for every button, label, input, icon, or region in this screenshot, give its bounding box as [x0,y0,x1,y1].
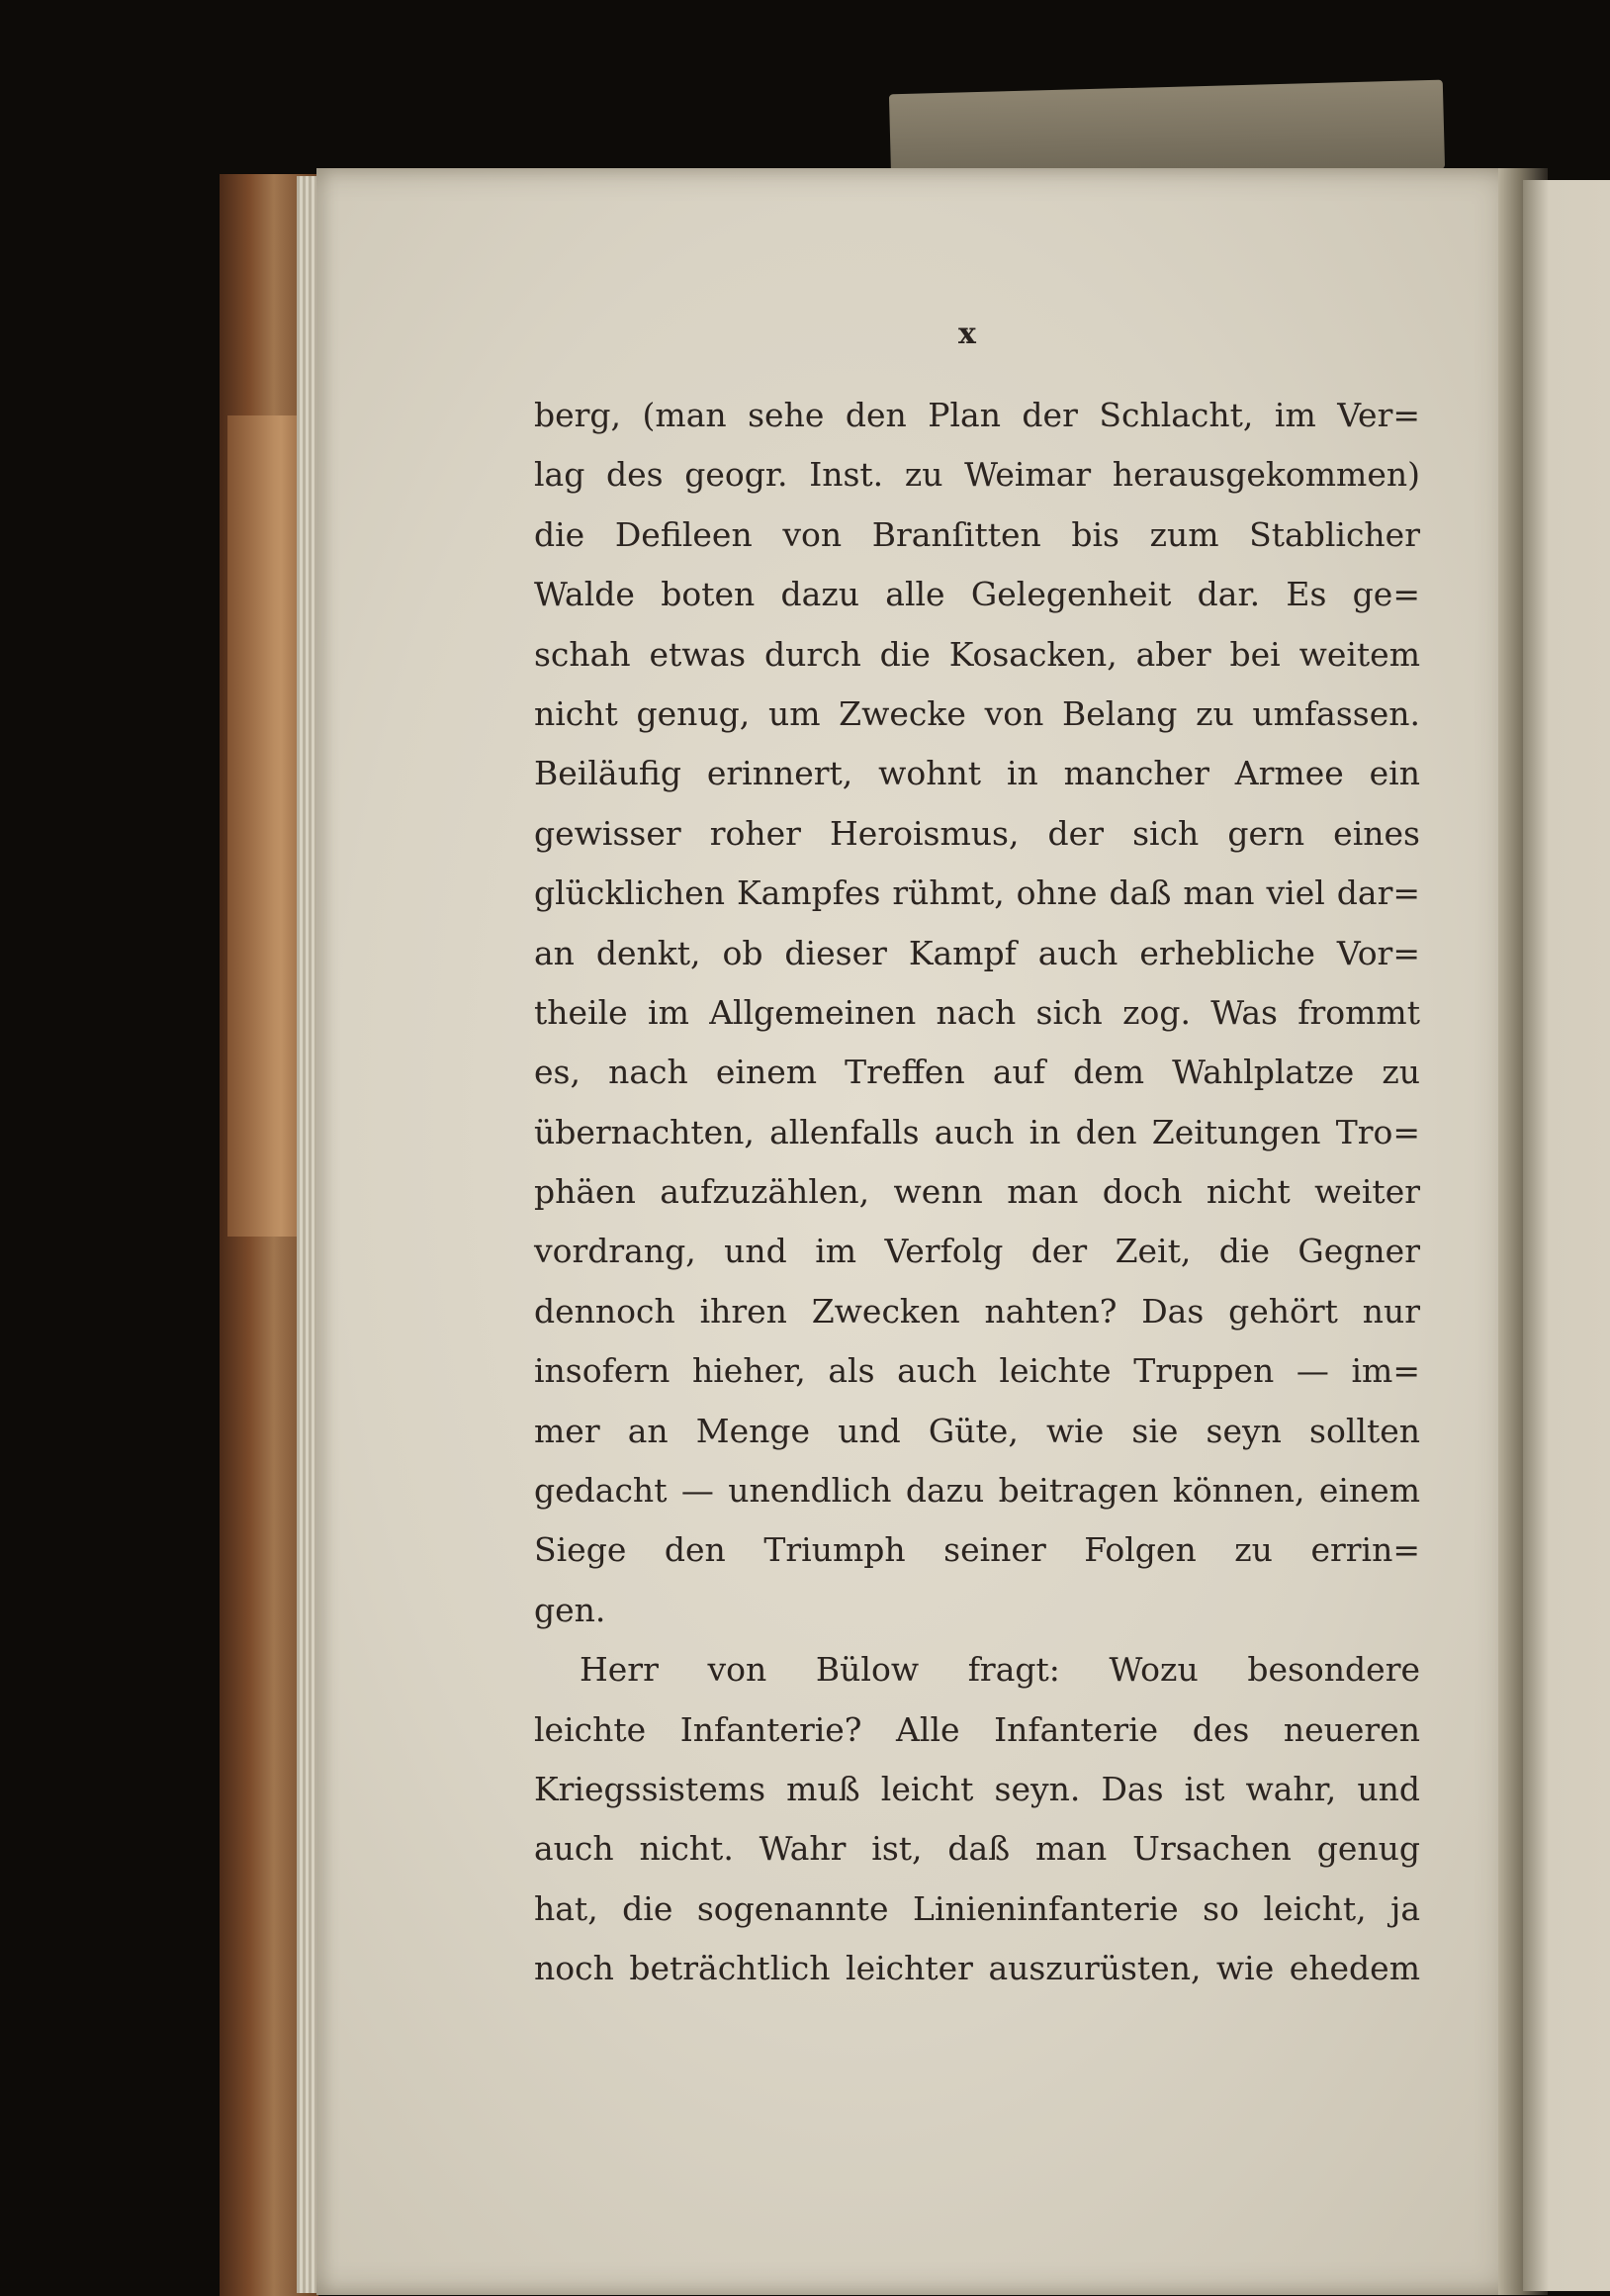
text-line: übernachten, allenfalls auch in den Zeitungen Tro= [534,1112,1420,1151]
text-line: noch beträchtlich leichter auszurüsten, wie ehedem [534,1949,1420,1988]
text-line: nicht genug, um Zwecke von Belang zu umfassen. [534,693,1420,733]
text-line: theile im Allgemeinen nach sich zog. Was frommt [534,992,1420,1032]
text-line: vordrang, und im Verfolg der Zeit, die Gegner [534,1232,1420,1271]
text-line: es, nach einem Treffen auf dem Wahlplatze zu [534,1053,1420,1092]
text-line: Kriegssistems muß leicht seyn. Das ist wahr, und [534,1769,1420,1808]
facing-page-edge [1523,180,1610,2291]
page-text [534,386,1420,1999]
text-line: leichte Infanterie? Alle Infanterie des neueren [534,1709,1420,1749]
text-line: gewisser roher Heroismus, der sich gern eines [534,813,1420,853]
text-line: die Defileen von Branſitten bis zum Stablicher [534,514,1420,554]
text-line: hat, die sogenannte Linieninfanterie so leicht, ja [534,1888,1420,1928]
text-line: berg, (man sehe den Plan der Schlacht, im Ver= [534,396,1420,434]
text-line: phäen aufzuzählen, wenn man doch nicht weiter [534,1172,1420,1212]
text-line: lag des geogr. Inst. zu Weimar herausgekommen) [534,455,1420,495]
page-number: x [958,317,976,351]
text-line: Herr von Bülow fragt: Wozu besondere [580,1650,1420,1690]
text-line: Walde boten dazu alle Gelegenheit dar. Es ge= [534,575,1420,614]
text-line: gedacht — unendlich dazu beitragen können, einem [534,1471,1420,1511]
text-line: insofern hieher, als auch leichte Truppen — im= [534,1351,1420,1391]
text-line: dennoch ihren Zwecken nahten? Das gehört nur [534,1291,1420,1331]
text-line: glücklichen Kampfes rühmt, ohne daß man viel dar= [534,873,1420,913]
text-line: gen. [534,1590,606,1629]
text-line: schah etwas durch die Kosacken, aber bei weitem [534,634,1420,674]
text-line: auch nicht. Wahr ist, daß man Ursachen genug [534,1829,1420,1869]
text-line: Siege den Triumph seiner Folgen zu errin= [534,1530,1420,1570]
text-line: an denkt, ob dieser Kampf auch erhebliche Vor= [534,933,1420,972]
text-line: Beiläufig erinnert, wohnt in mancher Armee ein [534,754,1420,793]
text-line: mer an Menge und Güte, wie sie seyn sollten [534,1411,1420,1450]
